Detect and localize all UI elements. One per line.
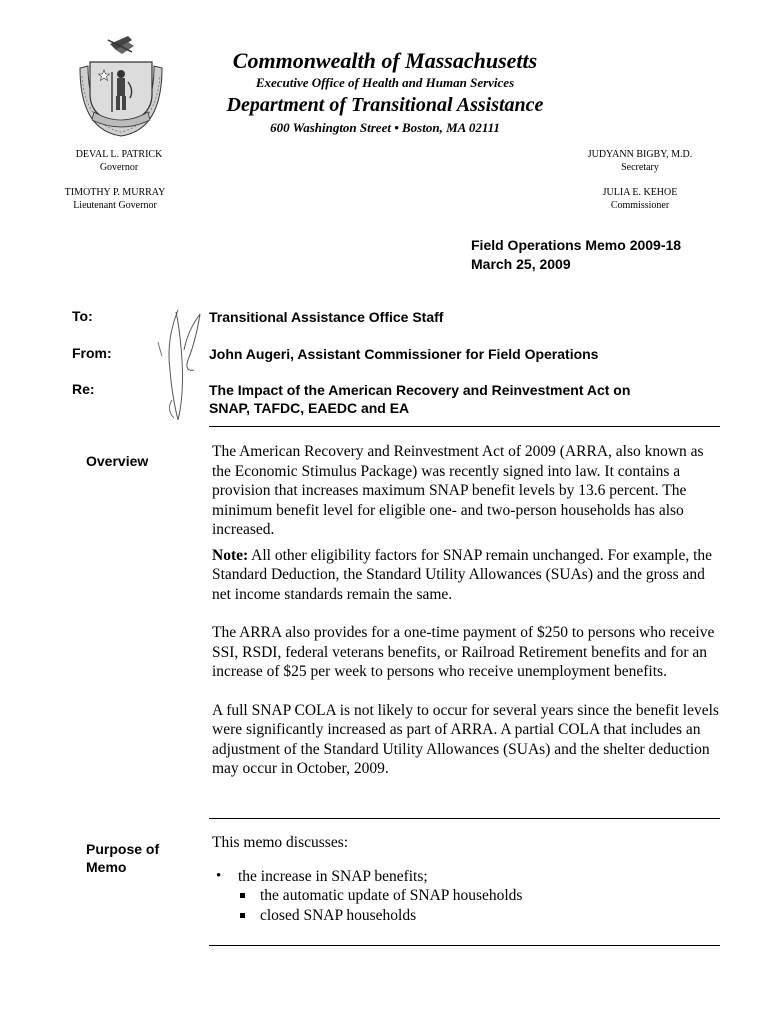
state-seal bbox=[72, 32, 170, 142]
official-name: JULIA E. KEHOE bbox=[602, 187, 678, 198]
note-text: All other eligibility factors for SNAP remain unchanged. For example, the Standard Deduction, the Standard Utility Allowances (SUAs) and the gross and net income standards remain the same. bbox=[212, 546, 713, 603]
handwritten-signature bbox=[148, 300, 218, 430]
to-value: Transitional Assistance Office Staff bbox=[209, 309, 444, 325]
overview-paragraph-3: The ARRA also provides for a one-time payment of $250 to persons who receive SSI, RSDI, federal veterans benefits, or Railroad Retirement benefits and for an increase of $25 per week to persons who receive unemployment benefits. bbox=[212, 624, 715, 680]
official-title: Governor bbox=[99, 162, 139, 173]
purpose-intro: This memo discusses: bbox=[212, 834, 349, 851]
re-value-line1: The Impact of the American Recovery and Reinvestment Act on bbox=[209, 382, 631, 398]
official-name: TIMOTHY P. MURRAY bbox=[64, 187, 166, 198]
purpose-label bbox=[86, 840, 159, 876]
memo-identifier bbox=[471, 236, 681, 274]
official-title: Secretary bbox=[621, 162, 659, 173]
official-lt-governor bbox=[48, 186, 182, 212]
official-secretary bbox=[578, 148, 702, 174]
to-label: To: bbox=[72, 308, 93, 324]
from-label: From: bbox=[72, 345, 112, 361]
list-item: closed SNAP households bbox=[212, 906, 724, 926]
purpose-section bbox=[212, 833, 724, 925]
official-name: JUDYANN BIGBY, M.D. bbox=[587, 149, 693, 160]
agency-heading bbox=[215, 48, 555, 136]
purpose-list bbox=[212, 867, 724, 926]
office-name: Executive Office of Health and Human Services bbox=[255, 75, 515, 90]
purpose-label-line2: Memo bbox=[86, 859, 127, 875]
memo-number: Field Operations Memo 2009-18 bbox=[471, 237, 682, 253]
re-label: Re: bbox=[72, 381, 95, 397]
list-item: the automatic update of SNAP households bbox=[212, 886, 724, 906]
official-name: DEVAL L. PATRICK bbox=[75, 149, 163, 160]
list-item: • the increase in SNAP benefits; bbox=[212, 867, 724, 887]
overview-paragraph-4: A full SNAP COLA is not likely to occur for several years since the benefit levels were significantly increased as part of ARRA. A partial COLA that includes an adjustment of the Standard Utility Allowances (SUAs) and the shelter deduction may occur in October, 2009. bbox=[212, 701, 719, 777]
official-commissioner bbox=[578, 186, 702, 212]
re-value bbox=[209, 381, 630, 417]
purpose-label-line1: Purpose of bbox=[86, 841, 160, 857]
official-governor bbox=[52, 148, 186, 174]
state-name: Commonwealth of Massachusetts bbox=[232, 48, 538, 73]
overview-label: Overview bbox=[86, 453, 149, 469]
department-name: Department of Transitional Assistance bbox=[226, 94, 544, 116]
re-value-line2: SNAP, TAFDC, EAEDC and EA bbox=[209, 400, 410, 416]
bottom-divider bbox=[209, 945, 720, 946]
official-title: Lieutenant Governor bbox=[73, 200, 157, 211]
header-divider bbox=[209, 426, 720, 427]
from-value: John Augeri, Assistant Commissioner for Field Operations bbox=[209, 346, 599, 362]
department-address: 600 Washington Street • Boston, MA 02111 bbox=[270, 120, 500, 135]
overview-note bbox=[212, 546, 724, 605]
overview-paragraph-1: The American Recovery and Reinvestment Act of 2009 (ARRA, also known as the Economic Stimulus Package) was recently signed into law. It contains a provision that increases maximum SNAP benefit levels by 13.6 percent. The minimum benefit level for eligible one- and two-person households has also increased. bbox=[212, 443, 704, 538]
note-label: Note: bbox=[212, 546, 249, 564]
official-title: Commissioner bbox=[610, 200, 670, 211]
section-divider bbox=[209, 818, 720, 819]
overview-section bbox=[212, 442, 724, 779]
memo-date: March 25, 2009 bbox=[471, 256, 571, 272]
